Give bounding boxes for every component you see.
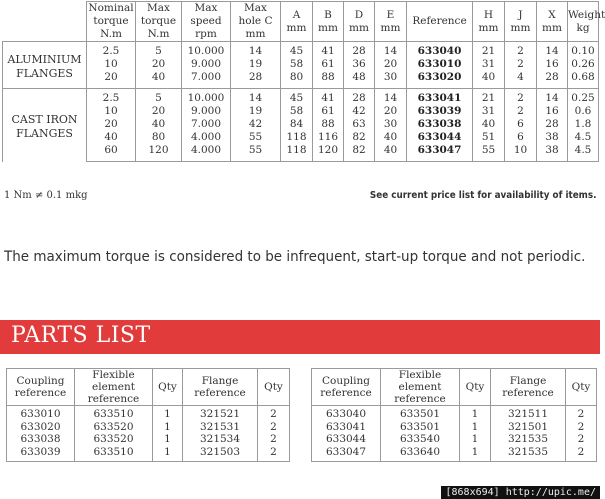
- table-cell: 42: [344, 105, 375, 118]
- spec-header-e: E mm: [375, 2, 407, 42]
- parts-header-cell: Qty: [566, 369, 597, 406]
- table-cell: 40: [375, 144, 407, 162]
- spec-header-corner: [3, 2, 87, 42]
- group-label: CAST IRON FLANGES: [3, 89, 87, 162]
- table-cell: 14: [537, 42, 568, 59]
- table-row: [312, 433, 597, 446]
- aluminium-group: [3, 42, 599, 89]
- table-cell: 58: [281, 58, 313, 71]
- table-cell: 633020: [7, 421, 75, 434]
- table-cell: 42: [231, 118, 281, 131]
- table-row: [3, 131, 599, 144]
- table-cell: 633010: [7, 406, 75, 421]
- table-row: [312, 421, 597, 434]
- table-cell: 55: [231, 144, 281, 162]
- price-list-note: See current price list for availability of items.: [369, 190, 596, 201]
- table-cell: 28: [537, 118, 568, 131]
- table-cell: 1: [153, 433, 183, 446]
- table-cell: 63: [344, 118, 375, 131]
- table-cell: 1: [153, 446, 183, 462]
- table-cell: 633041: [407, 89, 473, 106]
- table-cell: 633501: [381, 406, 460, 421]
- table-cell: 14: [537, 89, 568, 106]
- spec-header-j: J mm: [505, 2, 537, 42]
- table-row: [7, 446, 290, 462]
- table-cell: 2: [505, 58, 537, 71]
- spec-header-d: D mm: [344, 2, 375, 42]
- table-cell: 88: [313, 71, 344, 89]
- table-cell: 1: [460, 421, 491, 434]
- parts-list-title: PARTS LIST: [11, 323, 151, 348]
- table-cell: 38: [537, 144, 568, 162]
- table-cell: 40: [87, 131, 136, 144]
- table-cell: 40: [136, 71, 182, 89]
- parts-header-row: [312, 369, 597, 406]
- table-cell: 2: [566, 406, 597, 421]
- spec-header-h: H mm: [473, 2, 505, 42]
- table-cell: 31: [473, 105, 505, 118]
- table-cell: 40: [375, 131, 407, 144]
- table-cell: 58: [281, 105, 313, 118]
- table-cell: 60: [87, 144, 136, 162]
- table-cell: 55: [473, 144, 505, 162]
- table-cell: 40: [473, 71, 505, 89]
- spec-header-max_hole: Max hole C mm: [231, 2, 281, 42]
- table-cell: 28: [344, 89, 375, 106]
- table-cell: 633040: [312, 406, 381, 421]
- table-row: [3, 118, 599, 131]
- table-cell: 1: [460, 446, 491, 462]
- parts-header-cell: Qty: [258, 369, 290, 406]
- table-cell: 61: [313, 105, 344, 118]
- table-cell: 20: [87, 118, 136, 131]
- table-cell: 2: [258, 406, 290, 421]
- table-cell: 321511: [491, 406, 566, 421]
- table-cell: 20: [136, 105, 182, 118]
- table-cell: 2: [258, 446, 290, 462]
- parts-header-cell: Flange reference: [183, 369, 258, 406]
- torque-note: The maximum torque is considered to be infrequent, start-up torque and not periodic.: [4, 249, 586, 265]
- table-cell: 633510: [75, 446, 153, 462]
- table-cell: 41: [313, 42, 344, 59]
- table-cell: 45: [281, 89, 313, 106]
- table-cell: 2.5: [87, 42, 136, 59]
- table-cell: 2: [505, 42, 537, 59]
- table-cell: 321531: [183, 421, 258, 434]
- table-cell: 5: [136, 42, 182, 59]
- table-cell: 321534: [183, 433, 258, 446]
- table-row: [7, 421, 290, 434]
- table-cell: 4: [505, 71, 537, 89]
- spec-header-max_torque: Max torque N.m: [136, 2, 182, 42]
- table-cell: 14: [231, 89, 281, 106]
- table-row: [3, 105, 599, 118]
- table-cell: 2: [566, 421, 597, 434]
- table-cell: 10: [87, 58, 136, 71]
- table-row: [7, 433, 290, 446]
- watermark: [868x694] http://upic.me/: [441, 486, 600, 499]
- spec-header-x: X mm: [537, 2, 568, 42]
- table-cell: 2: [258, 433, 290, 446]
- table-row: [3, 58, 599, 71]
- table-cell: 80: [136, 131, 182, 144]
- parts-table-left: [6, 368, 290, 462]
- spec-header-row: [3, 2, 599, 42]
- table-row: [312, 406, 597, 421]
- table-cell: 9.000: [182, 58, 231, 71]
- table-cell: 7.000: [182, 71, 231, 89]
- spec-header-max_speed: Max speed rpm: [182, 2, 231, 42]
- parts-header-cell: Coupling reference: [7, 369, 75, 406]
- table-cell: 4.000: [182, 131, 231, 144]
- table-row: [3, 144, 599, 162]
- table-cell: 2: [505, 105, 537, 118]
- table-cell: 16: [537, 105, 568, 118]
- table-cell: 7.000: [182, 118, 231, 131]
- table-cell: 28: [344, 42, 375, 59]
- table-cell: 10: [505, 144, 537, 162]
- table-cell: 38: [537, 131, 568, 144]
- spec-header-weight: Weight kg: [568, 2, 599, 42]
- table-cell: 36: [344, 58, 375, 71]
- table-cell: 5: [136, 89, 182, 106]
- table-cell: 9.000: [182, 105, 231, 118]
- table-cell: 16: [537, 58, 568, 71]
- table-cell: 0.68: [568, 71, 599, 89]
- table-cell: 633640: [381, 446, 460, 462]
- table-cell: 31: [473, 58, 505, 71]
- parts-header-row: [7, 369, 290, 406]
- table-cell: 14: [231, 42, 281, 59]
- table-cell: 633540: [381, 433, 460, 446]
- table-cell: 82: [344, 131, 375, 144]
- table-cell: 321501: [491, 421, 566, 434]
- parts-header-cell: Flexible element reference: [381, 369, 460, 406]
- table-cell: 41: [313, 89, 344, 106]
- table-cell: 21: [473, 42, 505, 59]
- spec-header-b: B mm: [313, 2, 344, 42]
- table-cell: 88: [313, 118, 344, 131]
- table-cell: 20: [375, 105, 407, 118]
- table-cell: 28: [231, 71, 281, 89]
- table-row: [3, 89, 599, 106]
- table-cell: 118: [281, 131, 313, 144]
- table-cell: 633039: [407, 105, 473, 118]
- table-cell: 120: [313, 144, 344, 162]
- table-cell: 2: [258, 421, 290, 434]
- table-cell: 633520: [75, 421, 153, 434]
- specifications-table: [2, 1, 605, 162]
- table-cell: 120: [136, 144, 182, 162]
- table-cell: 20: [87, 71, 136, 89]
- parts-table-right: [311, 368, 597, 462]
- parts-header-cell: Coupling reference: [312, 369, 381, 406]
- table-cell: 633510: [75, 406, 153, 421]
- table-cell: 19: [231, 58, 281, 71]
- table-cell: 0.25: [568, 89, 599, 106]
- parts-header-cell: Flexible element reference: [75, 369, 153, 406]
- table-cell: 1: [460, 406, 491, 421]
- table-cell: 633047: [407, 144, 473, 162]
- table-cell: 633020: [407, 71, 473, 89]
- table-cell: 30: [375, 118, 407, 131]
- table-cell: 633039: [7, 446, 75, 462]
- cast-iron-group: [3, 89, 599, 162]
- table-cell: 2: [566, 433, 597, 446]
- unit-note: 1 Nm ≠ 0.1 mkg: [4, 190, 88, 201]
- table-cell: 633038: [407, 118, 473, 131]
- parts-list-banner: [0, 320, 600, 354]
- table-cell: 10.000: [182, 42, 231, 59]
- spec-header-nominal: Nominal torque N.m: [88, 2, 134, 40]
- table-cell: 321535: [491, 446, 566, 462]
- table-cell: 633501: [381, 421, 460, 434]
- table-cell: 321535: [491, 433, 566, 446]
- table-cell: 1.8: [568, 118, 599, 131]
- table-cell: 6: [505, 131, 537, 144]
- table-cell: 0.10: [568, 42, 599, 59]
- table-cell: 633520: [75, 433, 153, 446]
- table-cell: 28: [537, 71, 568, 89]
- table-cell: 4.5: [568, 144, 599, 162]
- table-cell: 0.6: [568, 105, 599, 118]
- parts-body: [7, 406, 290, 462]
- table-cell: 4.000: [182, 144, 231, 162]
- table-cell: 40: [473, 118, 505, 131]
- table-cell: 10: [87, 105, 136, 118]
- table-cell: 40: [136, 118, 182, 131]
- table-row: [7, 406, 290, 421]
- table-cell: 321521: [183, 406, 258, 421]
- table-cell: 14: [375, 89, 407, 106]
- group-label: ALUMINIUM FLANGES: [3, 42, 87, 89]
- table-cell: 1: [460, 433, 491, 446]
- table-cell: 30: [375, 71, 407, 89]
- table-cell: 1: [153, 421, 183, 434]
- table-cell: 633044: [312, 433, 381, 446]
- spec-header-a: A mm: [281, 2, 313, 42]
- parts-header-cell: Qty: [460, 369, 491, 406]
- table-cell: 633010: [407, 58, 473, 71]
- table-cell: 2: [566, 446, 597, 462]
- parts-body: [312, 406, 597, 462]
- table-cell: 633044: [407, 131, 473, 144]
- table-cell: 48: [344, 71, 375, 89]
- table-cell: 116: [313, 131, 344, 144]
- table-cell: 0.26: [568, 58, 599, 71]
- table-cell: 4.5: [568, 131, 599, 144]
- table-cell: 633041: [312, 421, 381, 434]
- table-cell: 20: [375, 58, 407, 71]
- parts-header-cell: Qty: [153, 369, 183, 406]
- table-cell: 51: [473, 131, 505, 144]
- table-cell: 55: [231, 131, 281, 144]
- table-cell: 2.5: [87, 89, 136, 106]
- table-cell: 6: [505, 118, 537, 131]
- table-cell: 321503: [183, 446, 258, 462]
- table-cell: 19: [231, 105, 281, 118]
- table-cell: 45: [281, 42, 313, 59]
- table-cell: 82: [344, 144, 375, 162]
- table-cell: 2: [505, 89, 537, 106]
- table-cell: 84: [281, 118, 313, 131]
- table-cell: 14: [375, 42, 407, 59]
- table-cell: 10.000: [182, 89, 231, 106]
- table-cell: 633038: [7, 433, 75, 446]
- table-row: [3, 42, 599, 59]
- table-cell: 80: [281, 71, 313, 89]
- table-cell: 21: [473, 89, 505, 106]
- table-cell: 61: [313, 58, 344, 71]
- table-row: [3, 71, 599, 89]
- spec-header-reference: Reference: [407, 2, 473, 42]
- table-row: [312, 446, 597, 462]
- table-cell: 633047: [312, 446, 381, 462]
- table-cell: 20: [136, 58, 182, 71]
- table-cell: 633040: [407, 42, 473, 59]
- table-cell: 118: [281, 144, 313, 162]
- table-cell: 1: [153, 406, 183, 421]
- parts-header-cell: Flange reference: [491, 369, 566, 406]
